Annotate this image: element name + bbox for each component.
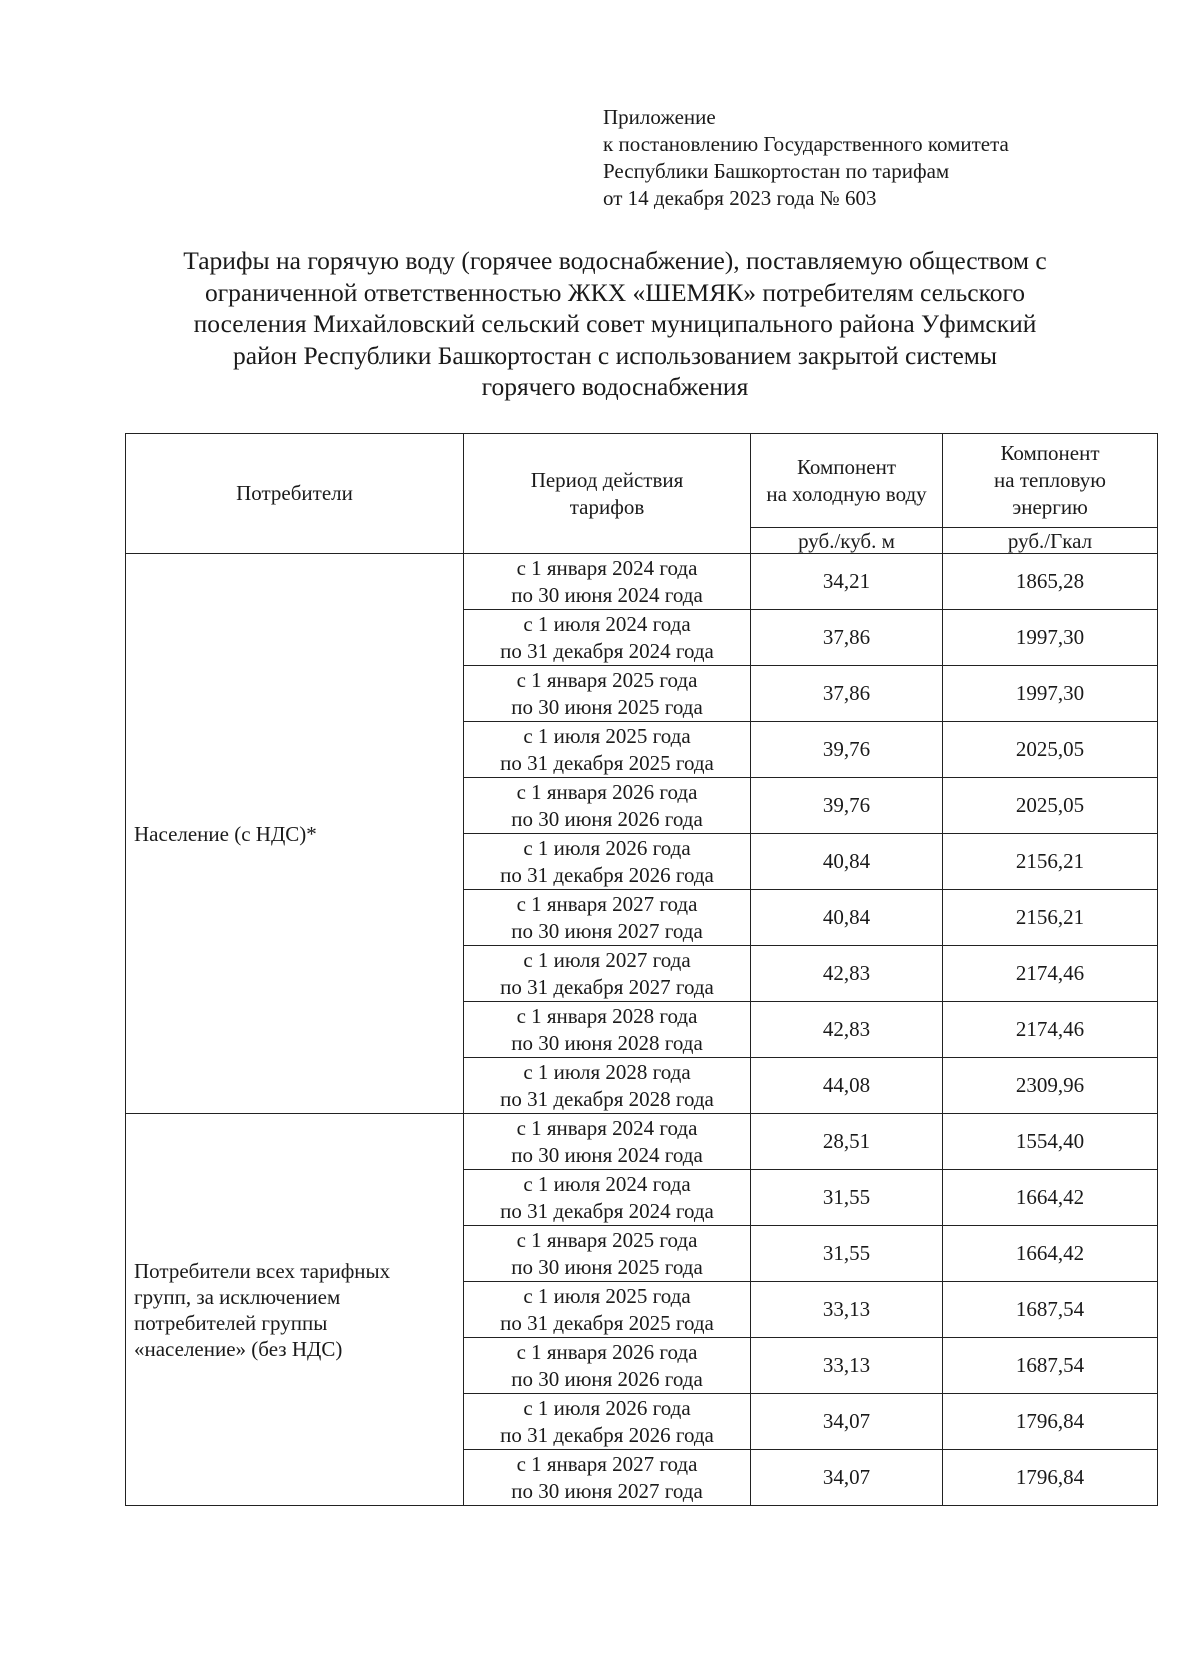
period-line: с 1 января 2026 года [516, 1339, 698, 1364]
heat-value: 2174,46 [943, 1002, 1158, 1058]
header-consumers-label: Потребители [236, 481, 353, 505]
period-line: с 1 июля 2027 года [523, 947, 691, 972]
period-cell [464, 1170, 751, 1226]
header-heat [943, 434, 1158, 528]
period-line: по 30 июня 2027 года [511, 1478, 703, 1503]
heat-value: 2156,21 [943, 890, 1158, 946]
period-cell [464, 1282, 751, 1338]
period-line: по 30 июня 2024 года [511, 582, 703, 607]
heat-value: 1796,84 [943, 1450, 1158, 1506]
period-line: по 31 декабря 2024 года [500, 1198, 714, 1223]
period-cell [464, 1002, 751, 1058]
cold-water-value: 33,13 [751, 1338, 943, 1394]
period-line: по 31 декабря 2024 года [500, 638, 714, 663]
header-cold-water-line: Компонент [796, 454, 897, 479]
heat-value: 1664,42 [943, 1226, 1158, 1282]
period-line: по 30 июня 2024 года [511, 1142, 703, 1167]
title-line: Тарифы на горячую воду (горячее водоснабжение), поставляемую обществом с [183, 246, 1047, 275]
period-cell [464, 1450, 751, 1506]
period-cell [464, 610, 751, 666]
period-cell [464, 1058, 751, 1114]
cold-water-value: 34,07 [751, 1450, 943, 1506]
cold-water-value: 31,55 [751, 1226, 943, 1282]
title-line: район Республики Башкортостан с использованием закрытой системы [232, 340, 998, 370]
unit-heat: руб./Гкал [943, 528, 1158, 554]
header-period [464, 434, 751, 554]
consumer-group-line: групп, за исключением [134, 1284, 341, 1309]
cold-water-value: 31,55 [751, 1170, 943, 1226]
consumer-group-cell [126, 1114, 464, 1506]
period-line: с 1 января 2027 года [516, 891, 698, 916]
document-title [110, 245, 1120, 403]
heat-value: 1554,40 [943, 1114, 1158, 1170]
cold-water-value: 37,86 [751, 610, 943, 666]
period-line: по 31 декабря 2027 года [500, 974, 714, 999]
cold-water-value: 34,07 [751, 1394, 943, 1450]
cold-water-value: 33,13 [751, 1282, 943, 1338]
consumer-group-line: потребителей группы [134, 1310, 328, 1335]
period-cell [464, 890, 751, 946]
heat-value: 1687,54 [943, 1282, 1158, 1338]
period-line: с 1 июля 2024 года [523, 1171, 691, 1196]
tariff-table [125, 433, 1158, 1506]
heat-value: 1687,54 [943, 1338, 1158, 1394]
heat-value: 2174,46 [943, 946, 1158, 1002]
period-line: по 31 декабря 2026 года [500, 1422, 714, 1447]
title-line: поселения Михайловский сельский совет муниципального района Уфимский [193, 309, 1037, 338]
heat-value: 1997,30 [943, 610, 1158, 666]
consumer-group-line: «население» (без НДС) [134, 1336, 343, 1361]
period-cell [464, 1338, 751, 1394]
period-line: с 1 января 2027 года [516, 1451, 698, 1476]
period-cell [464, 946, 751, 1002]
period-line: по 30 июня 2025 года [511, 694, 703, 719]
cold-water-value: 39,76 [751, 722, 943, 778]
heat-value: 2025,05 [943, 778, 1158, 834]
period-cell [464, 778, 751, 834]
period-line: по 31 декабря 2026 года [500, 862, 714, 887]
title-line: горячего водоснабжения [481, 372, 749, 401]
heat-value: 2156,21 [943, 834, 1158, 890]
header-cold-water [751, 434, 943, 528]
period-cell [464, 1114, 751, 1170]
cold-water-value: 37,86 [751, 666, 943, 722]
period-cell [464, 722, 751, 778]
appendix-line: Приложение [603, 105, 716, 129]
period-line: с 1 января 2026 года [516, 779, 698, 804]
title-line: ограниченной ответственностью ЖКХ «ШЕМЯК» потребителям сельского [204, 277, 1026, 307]
period-line: по 30 июня 2026 года [511, 806, 703, 831]
period-cell [464, 1226, 751, 1282]
heat-value: 1664,42 [943, 1170, 1158, 1226]
period-line: по 30 июня 2027 года [511, 918, 703, 943]
period-line: по 30 июня 2025 года [511, 1254, 703, 1279]
table-header-row [126, 434, 1158, 528]
consumer-group-cell [126, 554, 464, 1114]
period-cell [464, 834, 751, 890]
unit-cold-water: руб./куб. м [751, 528, 943, 554]
period-line: с 1 июля 2025 года [523, 723, 691, 748]
period-line: по 31 декабря 2025 года [500, 1310, 714, 1335]
heat-value: 1865,28 [943, 554, 1158, 610]
period-cell [464, 1394, 751, 1450]
cold-water-value: 39,76 [751, 778, 943, 834]
period-line: с 1 июля 2026 года [523, 1395, 691, 1420]
cold-water-value: 28,51 [751, 1114, 943, 1170]
period-line: по 31 декабря 2028 года [500, 1086, 714, 1111]
header-heat-line: Компонент [1000, 441, 1100, 465]
period-line: с 1 января 2028 года [516, 1003, 698, 1028]
appendix-line: от 14 декабря 2023 года № 603 [603, 186, 877, 210]
heat-value: 1796,84 [943, 1394, 1158, 1450]
header-period-line: Период действия [530, 467, 684, 492]
cold-water-value: 40,84 [751, 890, 943, 946]
cold-water-value: 42,83 [751, 1002, 943, 1058]
period-cell [464, 554, 751, 610]
heat-value: 1997,30 [943, 666, 1158, 722]
period-line: по 31 декабря 2025 года [500, 750, 714, 775]
period-line: с 1 января 2024 года [516, 1115, 698, 1140]
period-line: с 1 января 2024 года [516, 555, 698, 580]
period-line: с 1 января 2025 года [516, 667, 698, 692]
cold-water-value: 34,21 [751, 554, 943, 610]
heat-value: 2309,96 [943, 1058, 1158, 1114]
header-consumers [126, 434, 464, 554]
appendix-block [603, 104, 1009, 212]
consumer-group-line: Потребители всех тарифных [134, 1258, 391, 1283]
header-heat-line: на тепловую [994, 468, 1106, 492]
tariff-table-body [126, 434, 1158, 1506]
period-line: с 1 июля 2024 года [523, 611, 691, 636]
heat-value: 2025,05 [943, 722, 1158, 778]
header-period-line: тарифов [569, 494, 645, 519]
table-row [126, 1114, 1158, 1170]
table-row [126, 554, 1158, 610]
header-heat-line: энергию [1012, 495, 1088, 519]
cold-water-value: 42,83 [751, 946, 943, 1002]
period-line: по 30 июня 2026 года [511, 1366, 703, 1391]
cold-water-value: 40,84 [751, 834, 943, 890]
period-line: с 1 июля 2026 года [523, 835, 691, 860]
period-line: по 30 июня 2028 года [511, 1030, 703, 1055]
period-line: с 1 июля 2028 года [523, 1059, 691, 1084]
consumer-group-line: Население (с НДС)* [134, 821, 317, 846]
period-line: с 1 января 2025 года [516, 1227, 698, 1252]
period-line: с 1 июля 2025 года [523, 1283, 691, 1308]
header-cold-water-line: на холодную воду [766, 481, 927, 506]
cold-water-value: 44,08 [751, 1058, 943, 1114]
period-cell [464, 666, 751, 722]
appendix-line: Республики Башкортостан по тарифам [603, 159, 950, 183]
appendix-line: к постановлению Государственного комитета [603, 132, 1009, 156]
